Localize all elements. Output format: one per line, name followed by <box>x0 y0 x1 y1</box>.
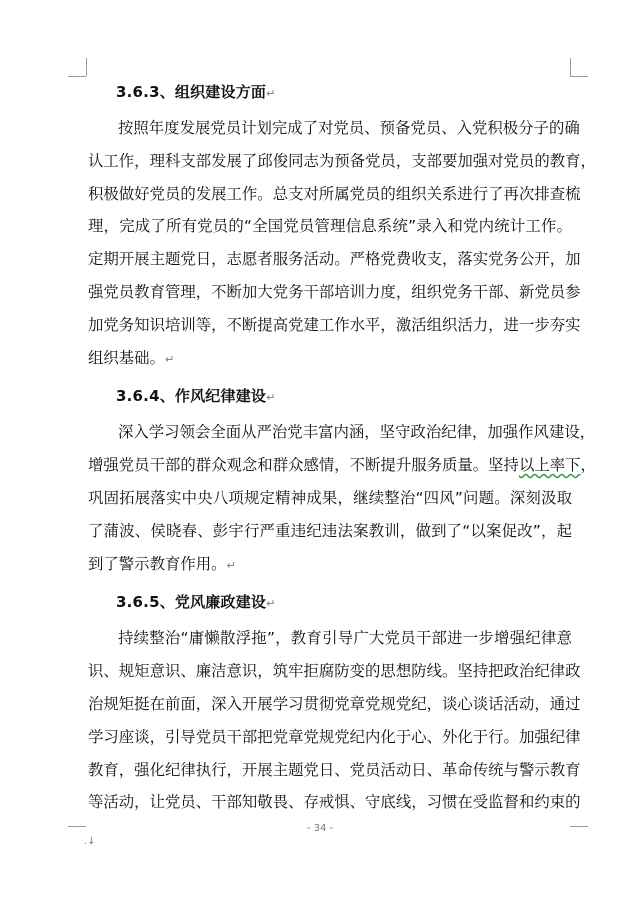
text-line: 识、规矩意识、廉洁意识，筑牢拒腐防变的思想防线。坚持把政治纪律政 <box>88 662 581 681</box>
section-heading-organization <box>116 82 572 102</box>
text-line-last <box>88 342 572 375</box>
paragraph-mark: ↵ <box>266 87 276 100</box>
section-heading-text: 3.6.5、党风廉政建设 <box>116 593 267 612</box>
text-line-last <box>88 548 572 581</box>
text-line: 巩固拓展落实中央八项规定精神成果，继续整治“四风”问题。深刻汲取 <box>88 488 572 507</box>
text-line-content: 组织基础。 <box>88 348 165 367</box>
page-number: - 34 - <box>306 823 334 834</box>
crop-mark-top-left-v <box>86 58 87 76</box>
document-body <box>88 82 596 831</box>
text-line: 定期开展主题党日，志愿者服务活动。严格党费收支，落实党务公开，加 <box>88 250 581 269</box>
paragraph-organization <box>88 112 596 374</box>
footer-line-right <box>570 826 588 827</box>
text-line: 了蒲波、侯晓春、彭宇行严重违纪违法案教训，做到了“以案促改”，起 <box>88 521 572 540</box>
paragraph-mark: ↵ <box>266 391 276 405</box>
text-line: 持续整治“庸懒散浮拖”，教育引导广大党员干部进一步增强纪律意 <box>118 629 572 648</box>
text-segment: 增强党员干部的群众观念和群众感情，不断提升服务质量。坚持 <box>88 456 519 475</box>
trailing-paragraph-mark: .↓ <box>84 836 96 847</box>
text-line: 理，完成了所有党员的“全国党员管理信息系统”录入和党内统计工作。 <box>88 217 572 236</box>
text-line: 治规矩挺在前面，深入开展学习贯彻党章党规党纪，谈心谈话活动，通过 <box>88 694 581 713</box>
text-line: 按照年度发展党员计划完成了对党员、预备党员、入党积极分子的确 <box>118 119 580 137</box>
paragraph-mark: ↵ <box>164 352 175 366</box>
section-heading-text: 3.6.4、作风纪律建设 <box>116 387 267 406</box>
text-line: 深入学习领会全面从严治党丰富内涵，坚守政治纪律，加强作风建设， <box>118 423 596 442</box>
crop-mark-top-right-h <box>570 76 588 77</box>
text-line: 学习座谈，引导党员干部把党章党规党纪内化于心、外化于行。加强纪律 <box>88 727 581 746</box>
section-heading-text: 3.6.3、组织建设方面 <box>116 83 267 101</box>
crop-mark-top-left-h <box>68 76 86 77</box>
text-line-content: 到了警示教育作用。 <box>88 554 227 573</box>
text-line: 等活动，让党员、干部知敬畏、存戒惧、守底线，习惯在受监督和约束的 <box>88 793 581 812</box>
footer-line-left <box>68 826 86 827</box>
section-heading-integrity <box>116 592 572 612</box>
text-line: 加党务知识培训等，不断提高党建工作水平，激活组织活力，进一步夯实 <box>88 315 581 334</box>
text-line: 强党员教育管理，不断加大党务干部培训力度，组织党务干部、新党员参 <box>88 282 581 301</box>
text-line: 认工作，理科支部发展了邱俊同志为预备党员，支部要加强对党员的教育， <box>88 151 596 170</box>
text-line: 积极做好党员的发展工作。总支对所属党员的组织关系进行了再次排查梳 <box>88 184 581 203</box>
spellcheck-underlined-text: 以上率下 <box>518 456 581 475</box>
crop-mark-top-right-v <box>570 58 571 76</box>
paragraph-integrity <box>88 622 581 819</box>
text-line: 教育，强化纪律执行，开展主题党日、党员活动日、革命传统与警示教育 <box>88 760 581 779</box>
section-heading-discipline <box>116 386 572 406</box>
paragraph-discipline <box>88 416 596 580</box>
paragraph-mark: ↵ <box>226 558 236 572</box>
text-segment: ， <box>580 456 596 475</box>
text-line-with-squiggle <box>88 449 596 482</box>
paragraph-mark: ↵ <box>266 597 276 611</box>
